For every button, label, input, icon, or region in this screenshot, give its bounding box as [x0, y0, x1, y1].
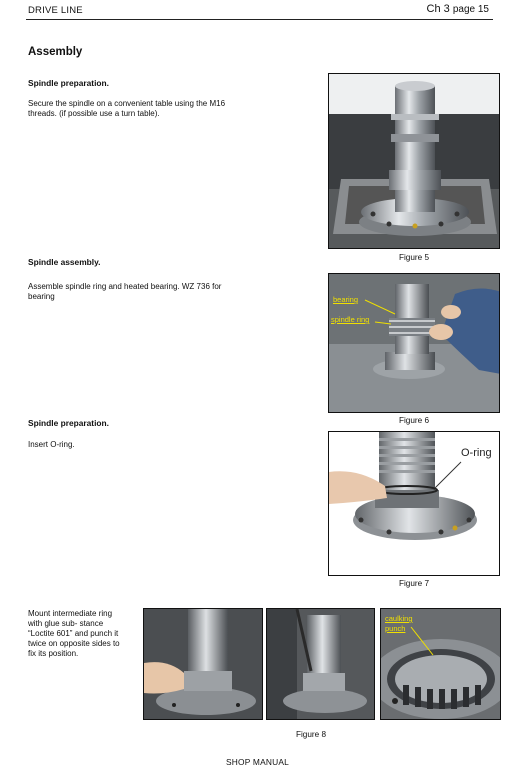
figure-6-photo — [328, 273, 500, 413]
o-ring-label: O-ring — [461, 447, 492, 459]
footer-text: SHOP MANUAL — [225, 757, 289, 767]
step-heading: Spindle preparation. — [28, 418, 109, 428]
figure-8-photo-left — [143, 608, 263, 720]
section-title: DRIVE LINE — [28, 5, 83, 16]
step-text: Insert O-ring. — [28, 440, 75, 449]
punching-illustration — [267, 609, 375, 720]
page-number: page 15 — [452, 4, 489, 15]
step-text: Secure the spindle on a convenient table using the M16 threads. (if possible use a turn table). — [28, 99, 226, 118]
figure-caption: Figure 5 — [398, 253, 430, 262]
page-reference — [427, 3, 489, 15]
figure-5-photo — [328, 73, 500, 249]
figure-caption: Figure 7 — [398, 579, 430, 588]
spindle-ring-label: spindle ring — [331, 315, 370, 324]
caulking-label: caulking — [385, 614, 413, 623]
intermediate-ring-mount-illustration — [144, 609, 263, 720]
step-text: Mount intermediate ring with glue sub- stance “Loctite 601” and punch it twice on opposite sides to fix its position. — [28, 609, 120, 658]
figure-8-photo-middle — [266, 608, 375, 720]
header-rule — [26, 19, 493, 20]
step-heading: Spindle assembly. — [28, 257, 101, 267]
punch-label: punch — [385, 624, 406, 633]
spindle-on-table-illustration — [329, 74, 500, 249]
figure-caption: Figure 6 — [398, 416, 430, 425]
chapter-number: Ch 3 — [426, 3, 450, 15]
figure-8-photo-right — [380, 608, 501, 720]
step-heading: Spindle preparation. — [28, 78, 109, 88]
page-title: Assembly — [28, 46, 83, 58]
bearing-label: bearing — [333, 295, 359, 304]
figure-7-photo — [328, 431, 500, 576]
step-text: Assemble spindle ring and heated bearing. WZ 736 for bearing — [28, 282, 222, 301]
figure-caption: Figure 8 — [295, 730, 327, 739]
